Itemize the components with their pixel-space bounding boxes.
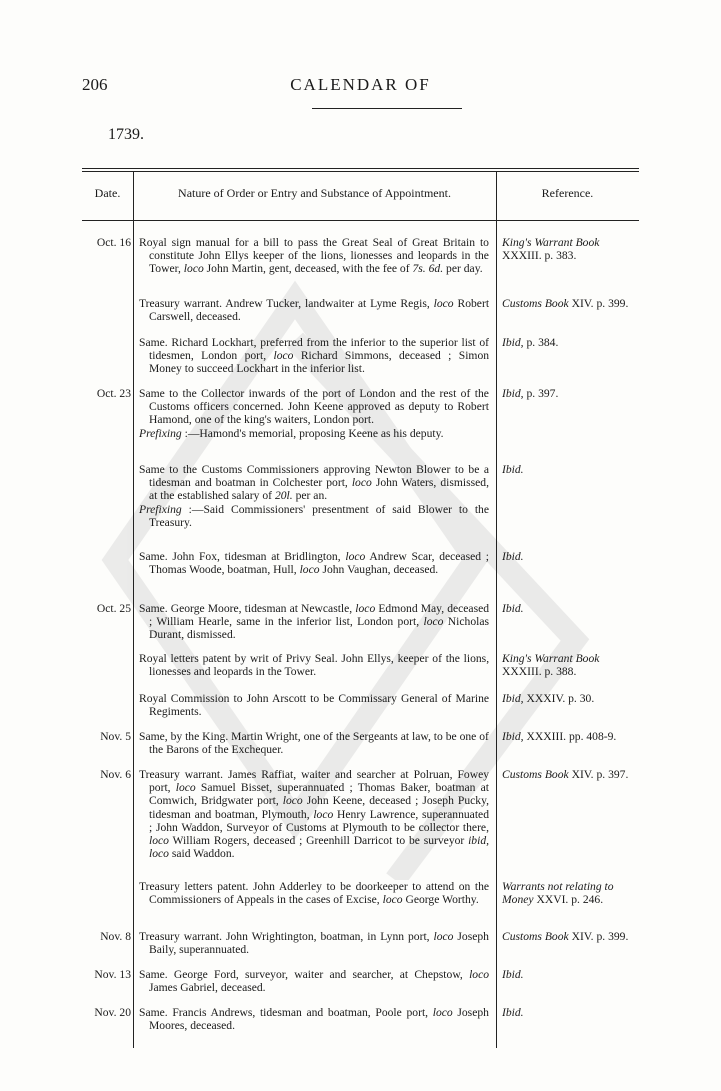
entry-paragraph: Same. John Fox, tidesman at Bridlington, loco Andrew Scar, deceased ; Thomas Woode, boatman, Hull, loco John Vaughan, deceased.: [139, 550, 489, 577]
entry-text: [139, 550, 489, 576]
column-header-date: Date.: [94, 186, 121, 200]
table-rule: [82, 168, 639, 169]
reference-line: XXXIII. p. 383.: [502, 249, 577, 263]
entry-reference: [502, 236, 638, 262]
column-divider: [496, 171, 497, 1048]
entry-paragraph: Royal Commission to John Arscott to be Commissary General of Marine Regiments.: [139, 692, 490, 719]
entry-paragraph: Treasury warrant. John Wrightington, boatman, in Lynn port, loco Joseph Baily, superannuated.: [139, 930, 489, 957]
entry-date: Nov. 5: [100, 730, 131, 743]
entry-text: [139, 930, 489, 956]
entry-text: [139, 1006, 489, 1032]
entry-reference: [502, 336, 638, 349]
entry-text: [139, 968, 489, 994]
reference-line: Ibid.: [502, 968, 524, 981]
reference-line: XXXIII. p. 388.: [502, 665, 577, 679]
calendar-table: [82, 168, 639, 1048]
entry-reference: [502, 602, 638, 615]
reference-line: Ibid.: [502, 602, 524, 615]
column-header-nature: Nature of Order or Entry and Substance of Appointment.: [178, 186, 451, 200]
entry-reference: [502, 692, 638, 705]
reference-line: Ibid, p. 397.: [502, 387, 559, 400]
entry-date: Oct. 25: [96, 602, 131, 615]
header-rule: [82, 220, 639, 221]
entry-reference: [502, 652, 638, 678]
reference-line: Customs Book XIV. p. 397.: [502, 768, 629, 781]
entry-paragraph: Treasury letters patent. John Adderley to be doorkeeper to attend on the Commissioners of Appeals in the cases of Excise, loco George Worthy.: [139, 880, 490, 907]
running-title: CALENDAR OF: [290, 75, 431, 94]
year-heading: 1739.: [108, 126, 144, 143]
entry-date: Oct. 16: [96, 236, 131, 249]
entry-paragraph: Treasury warrant. James Raffiat, waiter and searcher at Polruan, Fowey port, loco Samuel Bisset, superannuated ; Thomas Baker, boatman at Comwich, Bridgwater port, loco John Keene, deceased ; Joseph Pucky, tidesman and boatman, Plymouth, loco Henry Lawrence, superannuated ; John Waddon, Surveyor of Customs at Plymouth to be collector there, loco William Rogers, deceased ; Greenhill Darricot to be surveyor ibid, loco said Waddon.: [139, 768, 490, 861]
entry-date: Nov. 20: [94, 1006, 131, 1019]
header-rule: [312, 108, 462, 109]
entry-paragraph: Royal letters patent by writ of Privy Seal. John Ellys, keeper of the lions, lionesses and leopards in the Tower.: [139, 652, 490, 679]
entry-paragraph: Prefixing :—Said Commissioners' presentment of said Blower to the Treasury.: [139, 502, 489, 529]
entry-reference: [502, 550, 638, 563]
reference-line: Ibid, XXXIV. p. 30.: [502, 692, 595, 705]
entry-text: [139, 768, 489, 860]
reference-line: Ibid.: [502, 550, 524, 563]
entry-paragraph: Same to the Collector inwards of the port of London and the rest of the Customs officers concerned. John Keene approved as deputy to Robert Hamond, one of the king's waiters, London port.: [139, 387, 489, 427]
entry-reference: [502, 880, 638, 906]
entry-text: [139, 297, 489, 323]
entry-paragraph: Same. Richard Lockhart, preferred from the inferior to the superior list of tidesmen, London port, loco Richard Simmons, deceased ; Simon Money to succeed Lockhart in the inferior list.: [139, 336, 490, 376]
column-header-reference: Reference.: [541, 186, 594, 200]
entry-text: [139, 387, 489, 440]
entry-paragraph: Treasury warrant. Andrew Tucker, landwaiter at Lyme Regis, loco Robert Carswell, deceased.: [139, 297, 490, 324]
entry-paragraph: Prefixing :—Hamond's memorial, proposing Keene as his deputy.: [139, 426, 444, 440]
entry-reference: [502, 968, 638, 981]
reference-line: Warrants not relating to: [502, 880, 614, 893]
reference-line: King's Warrant Book: [502, 236, 600, 249]
entry-text: [139, 692, 489, 718]
table-rule: [82, 171, 639, 172]
entry-reference: [502, 1006, 638, 1019]
entry-paragraph: Same. George Moore, tidesman at Newcastle, loco Edmond May, deceased ; William Hearle, same in the inferior list, London port, loco Nicholas Durant, dismissed.: [139, 602, 490, 642]
entry-text: [139, 236, 489, 276]
entry-date: Nov. 13: [94, 968, 131, 981]
entry-text: [139, 880, 489, 906]
entry-text: [139, 652, 489, 678]
entry-text: [139, 336, 489, 376]
entry-paragraph: Same to the Customs Commissioners approving Newton Blower to be a tidesman and boatman in Colchester port, loco John Waters, dismissed, at the established salary of 20l. per an.: [139, 463, 490, 503]
entry-reference: [502, 297, 638, 310]
reference-line: Ibid, p. 384.: [502, 336, 559, 349]
reference-line: Ibid, XXXIII. pp. 408-9.: [502, 730, 617, 743]
entry-text: [139, 463, 489, 529]
entry-reference: [502, 930, 638, 943]
reference-line: Ibid.: [502, 463, 524, 476]
entry-paragraph: Same. George Ford, surveyor, waiter and searcher, at Chepstow, loco James Gabriel, deceased.: [139, 968, 490, 995]
entry-text: [139, 602, 489, 642]
reference-line: Ibid.: [502, 1006, 524, 1019]
entry-paragraph: Same. Francis Andrews, tidesman and boatman, Poole port, loco Joseph Moores, deceased.: [139, 1006, 489, 1033]
entry-reference: [502, 730, 638, 743]
entry-reference: [502, 387, 638, 400]
entry-reference: [502, 768, 638, 781]
reference-line: King's Warrant Book: [502, 652, 600, 665]
entry-paragraph: Same, by the King. Martin Wright, one of the Sergeants at law, to be one of the Barons of the Exchequer.: [139, 730, 489, 757]
entry-date: Oct. 23: [96, 387, 131, 400]
page-number: 206: [82, 75, 108, 94]
entry-date: Nov. 6: [100, 768, 131, 781]
entry-date: Nov. 8: [100, 930, 131, 943]
reference-line: Money XXVI. p. 246.: [502, 893, 604, 907]
column-divider: [133, 171, 134, 1048]
entry-reference: [502, 463, 638, 476]
reference-line: Customs Book XIV. p. 399.: [502, 930, 629, 943]
entry-paragraph: Royal sign manual for a bill to pass the Great Seal of Great Britain to constitute John Ellys keeper of the lions, lionesses and leopards in the Tower, loco John Martin, gent, deceased, with the fee of 7s. 6d. per day.: [139, 236, 489, 276]
reference-line: Customs Book XIV. p. 399.: [502, 297, 629, 310]
entry-text: [139, 730, 489, 756]
